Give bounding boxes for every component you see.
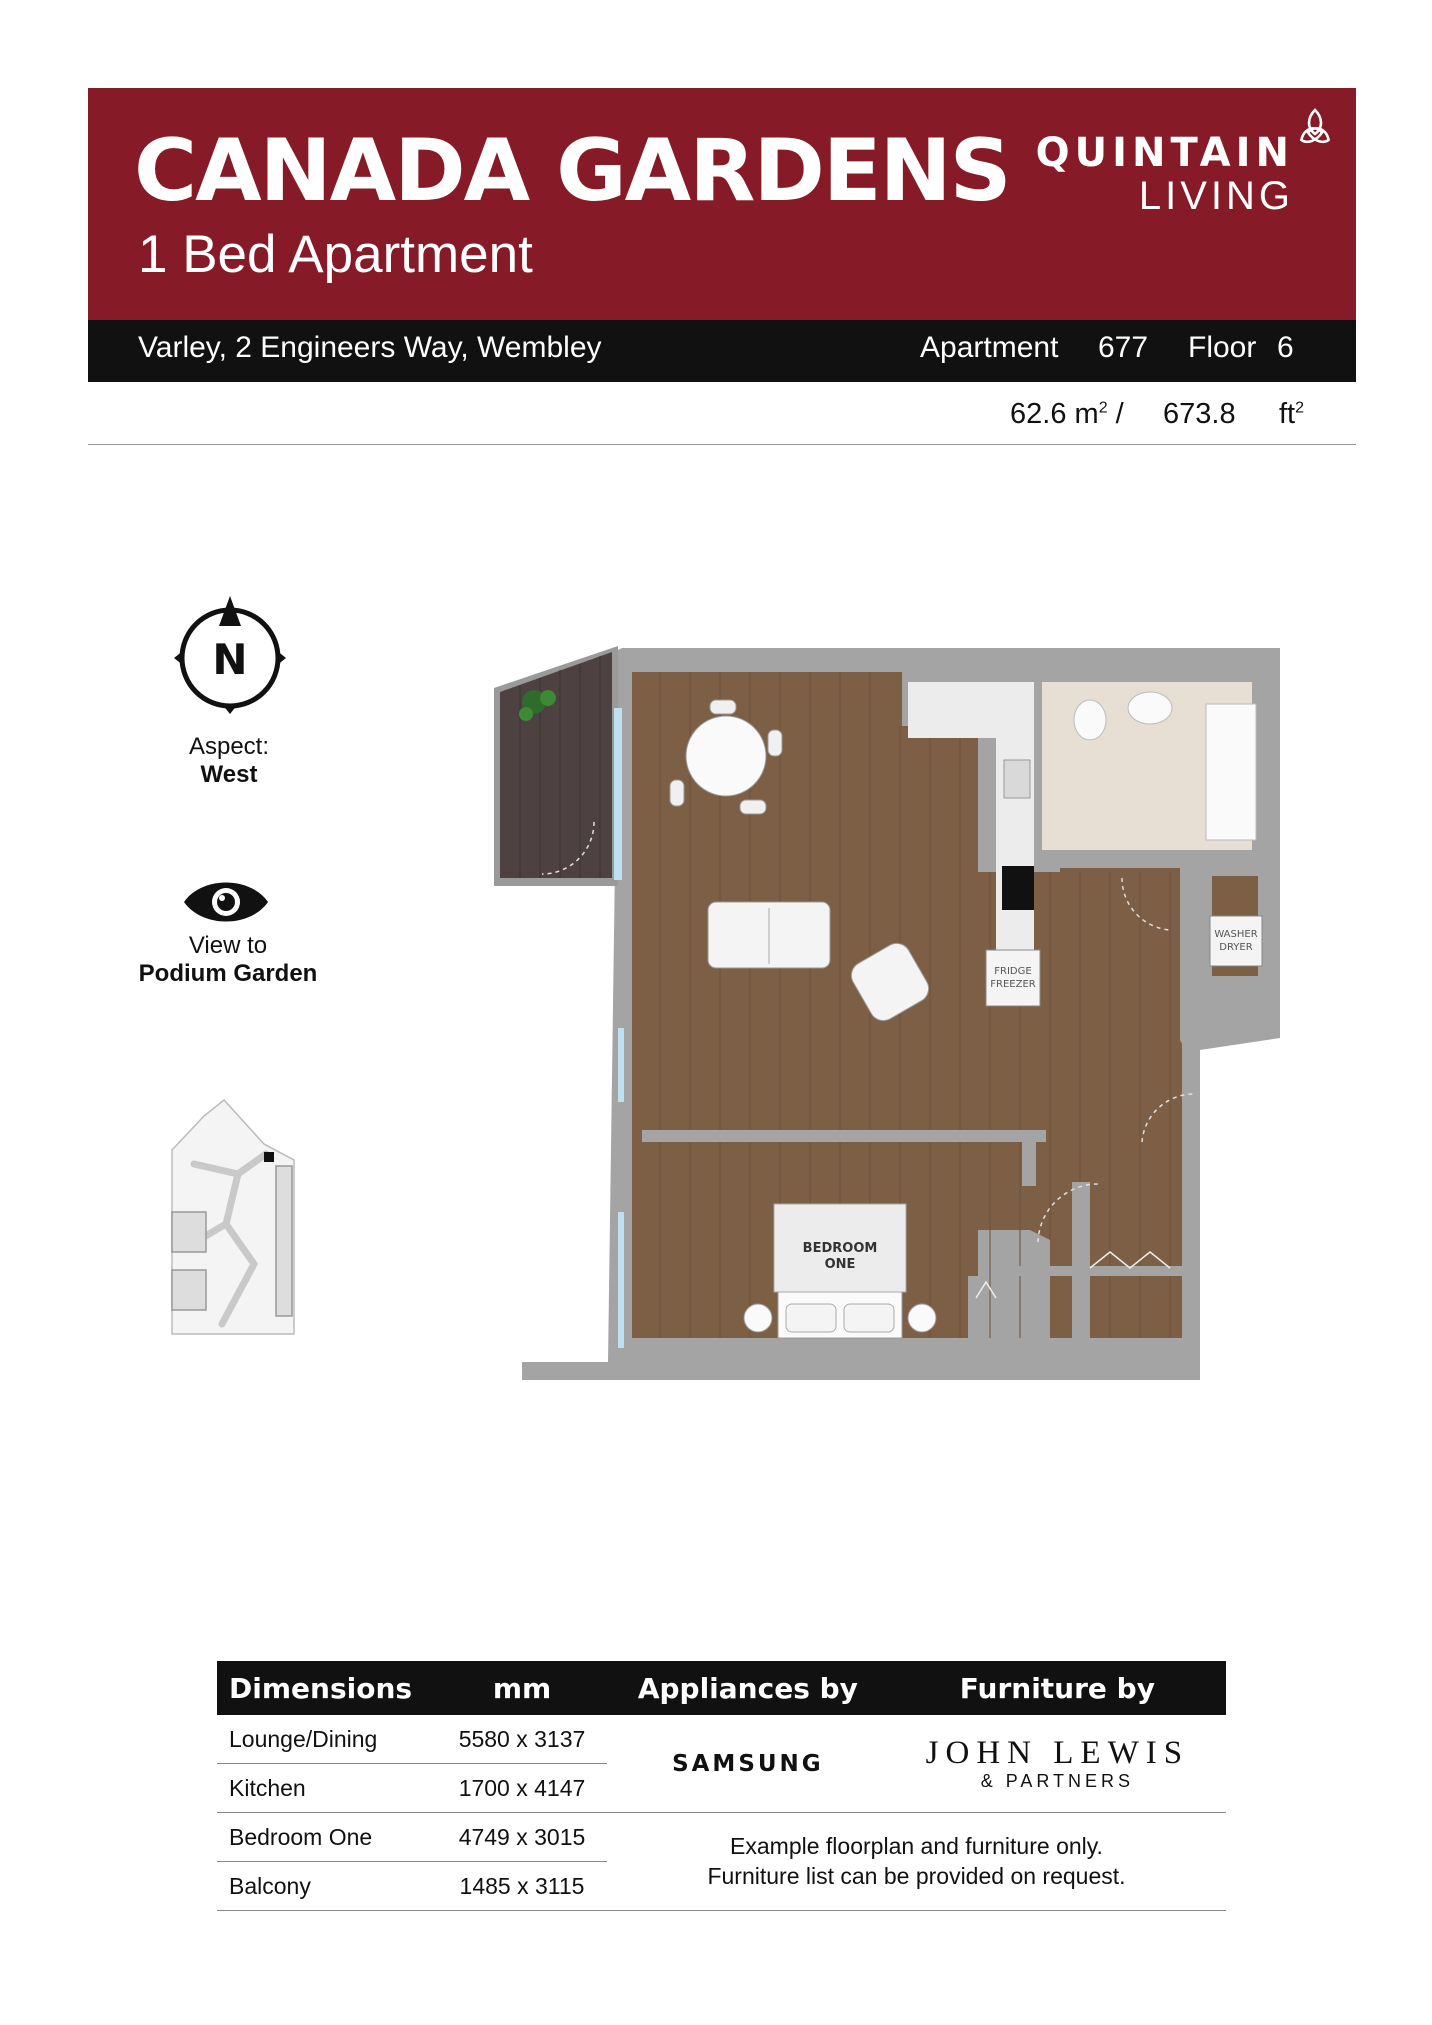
view-label: View to	[188, 932, 268, 959]
key-plan	[164, 1094, 298, 1336]
brand-name-line2: LIVING	[1138, 174, 1294, 218]
area-sqm-value: 62.6	[1010, 398, 1067, 430]
header-mm: mm	[437, 1661, 607, 1715]
aspect-label: Aspect:	[188, 733, 270, 760]
bedroom-label-2: ONE	[824, 1257, 856, 1272]
room-size: 1700 x 4147	[437, 1764, 607, 1813]
apartment-number: 677	[1098, 331, 1149, 364]
apartment-label: Apartment	[920, 331, 1059, 364]
floor-label: Floor	[1188, 331, 1257, 364]
key-plan-location-marker	[264, 1152, 274, 1162]
note-line1: Example floorplan and furniture only.	[730, 1832, 1103, 1859]
area-sqft-value: 673.8	[1163, 398, 1236, 430]
note-line2: Furniture list can be provided on request.	[707, 1862, 1126, 1889]
header-furniture: Furniture by	[889, 1661, 1226, 1715]
basin	[1128, 692, 1172, 724]
divider	[88, 444, 1356, 445]
sink	[1004, 760, 1030, 798]
area-sqft-unit: ft	[1279, 398, 1296, 430]
room-name: Kitchen	[217, 1764, 437, 1813]
header-banner	[88, 88, 1356, 320]
washer-label-1: WASHER	[1214, 929, 1258, 940]
aspect-value: West	[200, 760, 258, 788]
bedroom-label-1: BEDROOM	[802, 1241, 878, 1256]
address-bar	[88, 320, 1356, 382]
area-separator: /	[1115, 398, 1124, 430]
room-name: Lounge/Dining	[217, 1715, 437, 1764]
brand-name-line1: QUINTAIN	[1035, 130, 1294, 176]
john-lewis-line2: & PARTNERS	[980, 1771, 1135, 1792]
eye-icon	[182, 880, 270, 924]
room-size: 4749 x 3015	[437, 1813, 607, 1862]
table-row	[217, 1813, 1226, 1862]
toilet	[1074, 700, 1106, 740]
floor-number: 6	[1277, 331, 1294, 364]
floor-plan	[490, 640, 1290, 1380]
view-block	[118, 932, 338, 988]
header-dimensions: Dimensions	[217, 1661, 437, 1715]
view-value: Podium Garden	[138, 959, 318, 987]
table-row	[217, 1715, 1226, 1764]
quintain-logo-icon	[1292, 104, 1338, 150]
room-name: Balcony	[217, 1862, 437, 1911]
room-name: Bedroom One	[217, 1813, 437, 1862]
area-sqm-unit: m	[1074, 398, 1099, 430]
samsung-logo: SAMSUNG	[607, 1715, 889, 1813]
disclaimer-note	[607, 1813, 1226, 1911]
fridge-label-2: FREEZER	[990, 979, 1036, 990]
john-lewis-logo	[889, 1715, 1226, 1813]
address: Varley, 2 Engineers Way, Wembley	[138, 331, 602, 364]
room-size: 5580 x 3137	[437, 1715, 607, 1764]
aspect-block	[129, 733, 329, 789]
sofa	[708, 902, 830, 968]
header-appliances: Appliances by	[607, 1661, 889, 1715]
washer-label-2: DRYER	[1219, 942, 1253, 953]
area-sqft: $ft^2$	[1279, 398, 1305, 430]
bathtub	[1206, 704, 1256, 840]
compass-letter: N	[212, 635, 248, 684]
washer-dryer	[1210, 916, 1262, 966]
development-title: CANADA GARDENS	[134, 121, 1010, 221]
john-lewis-line1: JOHN LEWIS	[925, 1734, 1190, 1771]
apartment-type: 1 Bed Apartment	[138, 225, 533, 284]
room-size: 1485 x 3115	[437, 1862, 607, 1911]
dimensions-table	[217, 1661, 1226, 1911]
compass-north-icon	[173, 592, 287, 714]
hob	[1002, 866, 1034, 910]
kitchen-worktop	[908, 682, 998, 738]
fridge-freezer	[986, 950, 1040, 1006]
fridge-label-1: FRIDGE	[994, 966, 1032, 977]
area-sqm: 62.6 $m^2$ /	[1010, 398, 1124, 430]
